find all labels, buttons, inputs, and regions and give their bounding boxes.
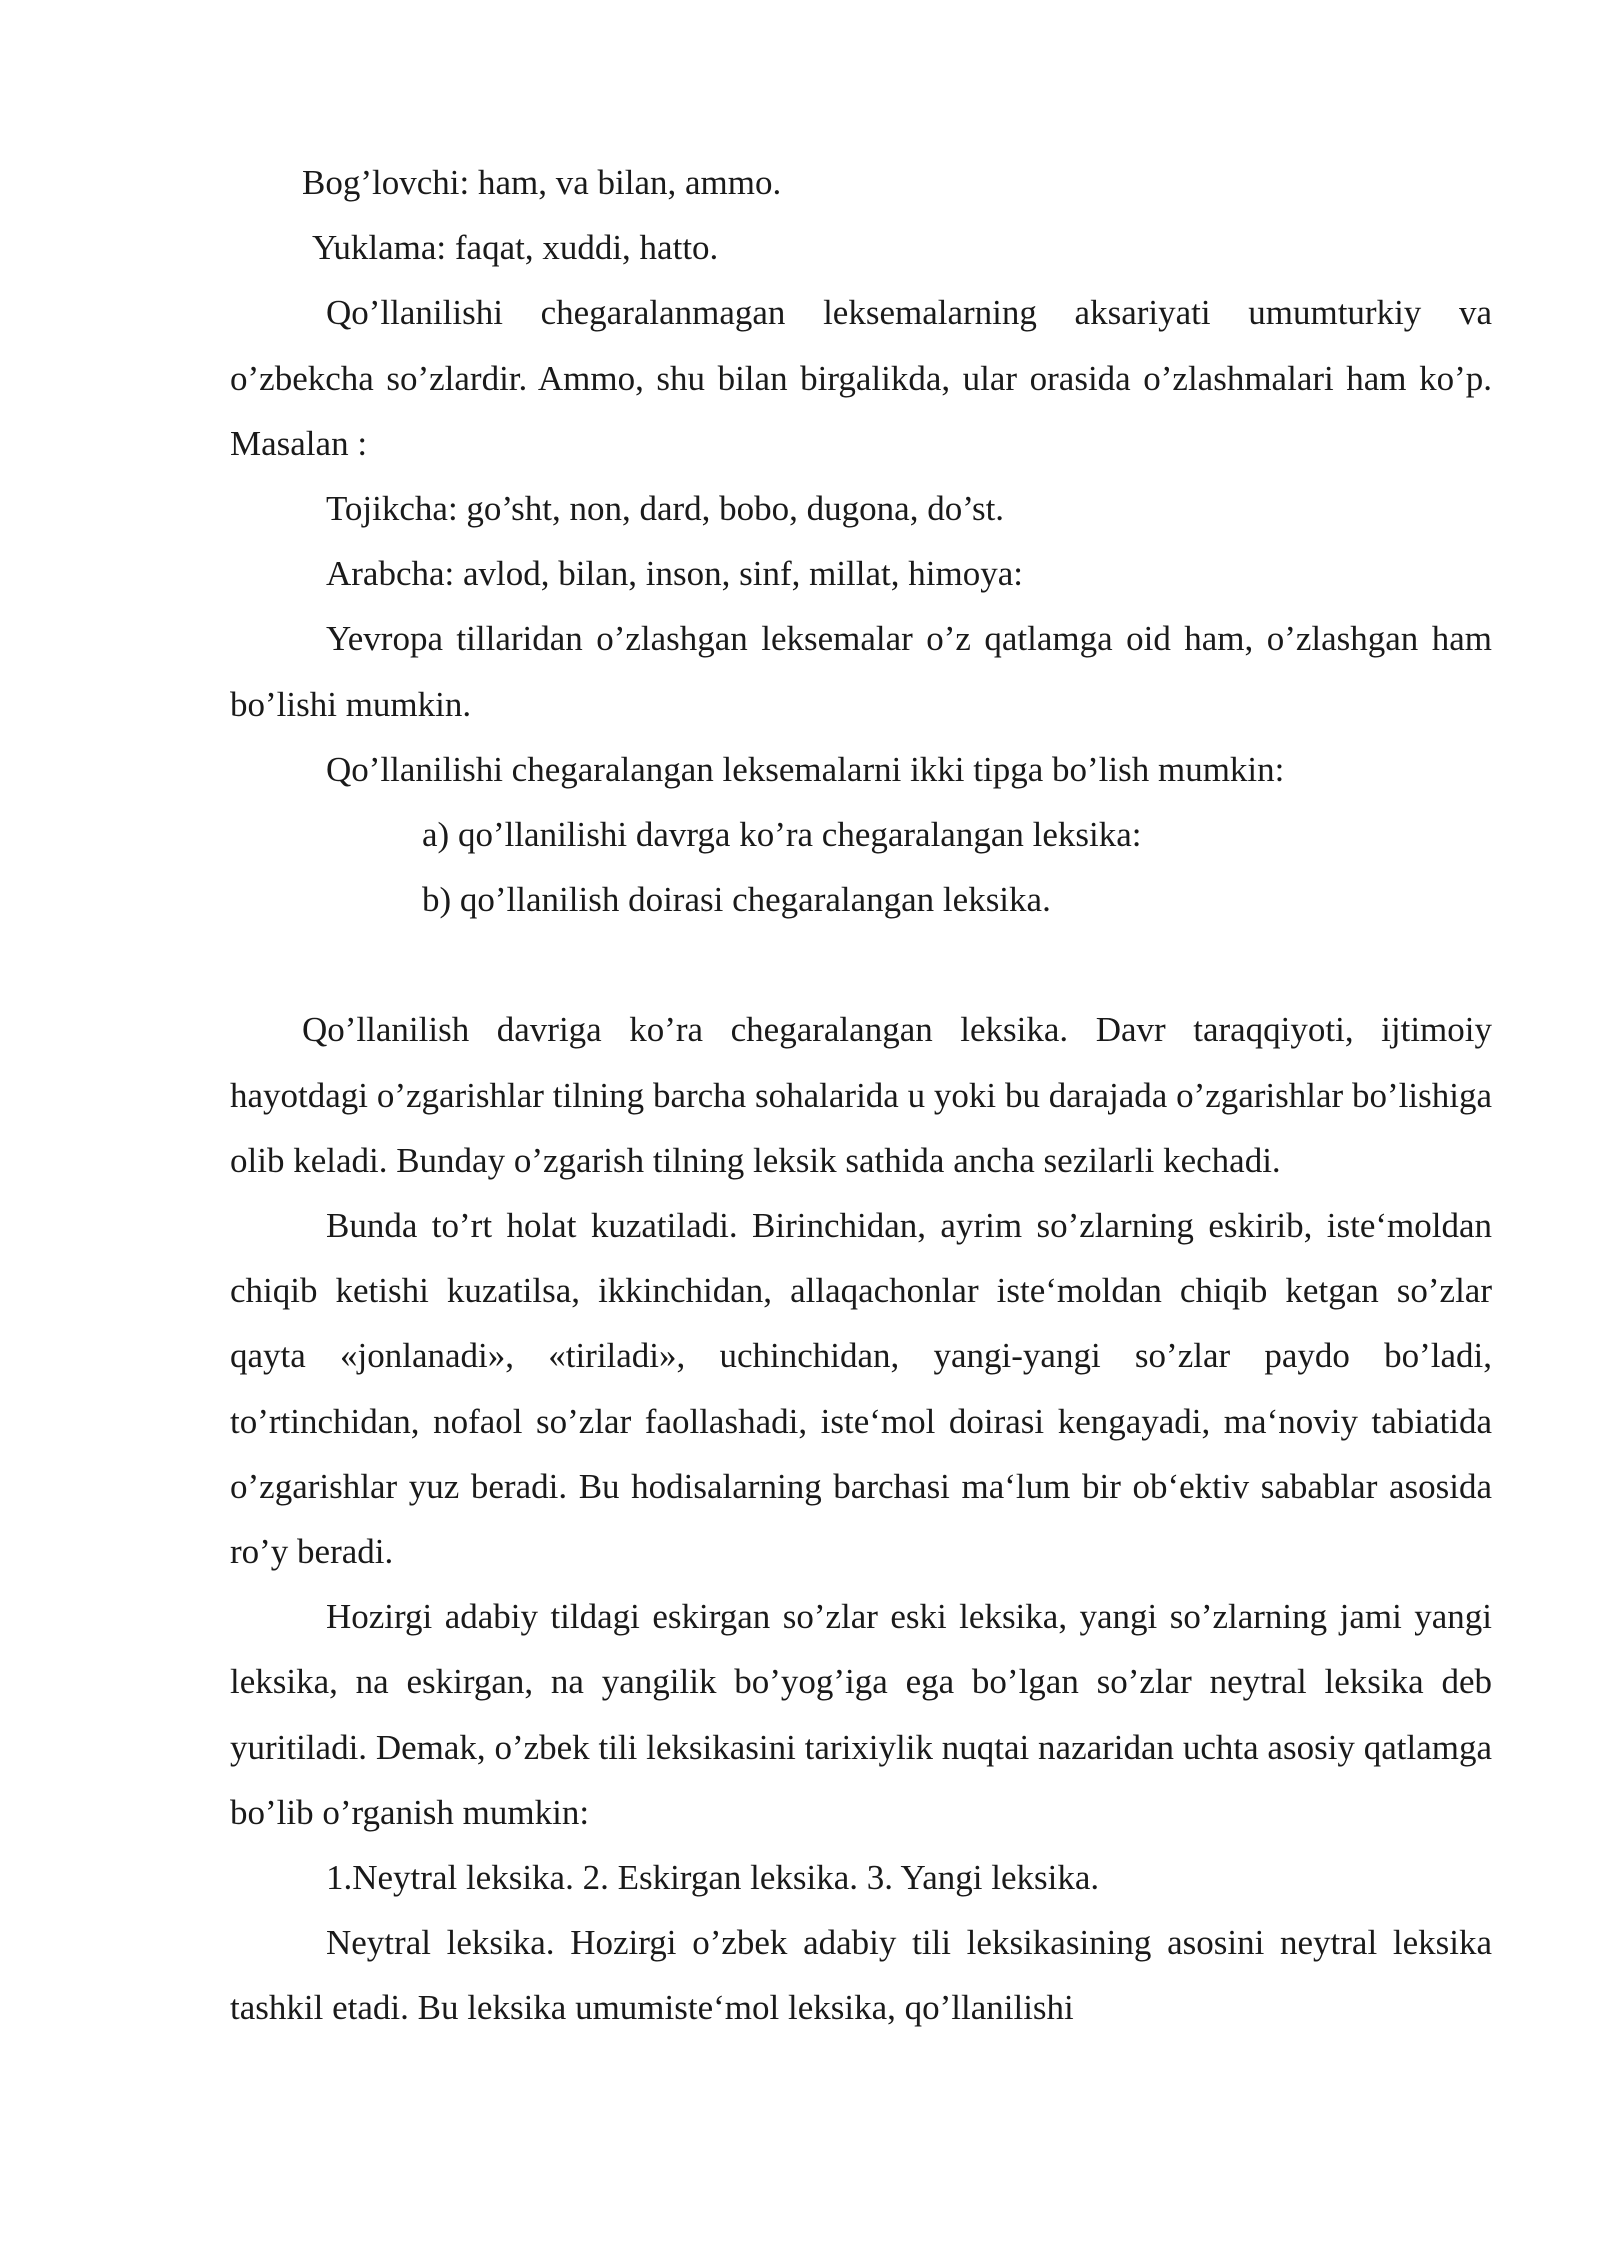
paragraph-arabcha: Arabcha: avlod, bilan, inson, sinf, millat, himoya:	[326, 554, 1023, 594]
paragraph-neytral-leksika: Neytral leksika. Hozirgi o’zbek adabiy tili leksikasining asosini neytral leksika tashkil etadi. Bu leksika umumiste‘mol leksika, qo’llanilishi	[230, 1923, 1492, 2028]
paragraph-yevropa: Yevropa tillaridan o’zlashgan leksemalar o’z qatlamga oid ham, o’zlashgan ham bo’lishi mumkin.	[230, 619, 1492, 724]
paragraph-qollanilishi-chegaralanmagan: Qo’llanilishi chegaralanmagan leksemalarning aksariyati umumturkiy va o’zbekcha so’zlardir. Ammo, shu bilan birgalikda, ular orasida o’zlashmalari ham ko’p. Masalan :	[230, 293, 1492, 463]
paragraph-spacer	[230, 932, 1492, 997]
paragraph-ikki-tip: Qo’llanilishi chegaralangan leksemalarni ikki tipga bo’lish mumkin:	[326, 749, 1285, 789]
document-text	[230, 150, 1492, 2041]
paragraph-boglovchi: Bog’lovchi: ham, va bilan, ammo.	[302, 163, 782, 202]
list-item-a: a) qo’llanilishi davrga ko’ra chegaralangan leksika:	[422, 815, 1142, 855]
paragraph-tort-holat: Bunda to’rt holat kuzatiladi. Birinchidan, ayrim so’zlarning eskirib, iste‘moldan chiqib ketishi kuzatilsa, ikkinchidan, allaqachonlar iste‘moldan chiqib ketgan so’zlar qayta «jonlanadi», «tiriladi», uchinchidan, yangi-yangi so’zlar paydo bo’ladi, to’rtinchidan, nofaol so’zlar faollashadi, iste‘mol doirasi kengayadi, ma‘noviy tabiatida o’zgarishlar yuz beradi. Bu hodisalarning barchasi ma‘lum bir ob‘ektiv sabablar asosida ro’y beradi.	[230, 1206, 1492, 1572]
paragraph-yuklama: Yuklama: faqat, xuddi, hatto.	[312, 228, 719, 268]
paragraph-qatlamlar: 1.Neytral leksika. 2. Eskirgan leksika. 3. Yangi leksika.	[326, 1858, 1100, 1898]
paragraph-davr: Qo’llanilish davriga ko’ra chegaralangan leksika. Davr taraqqiyoti, ijtimoiy hayotdagi o’zgarishlar tilning barcha sohalarida u yoki bu darajada o’zgarishlar bo’lishiga olib keladi. Bunday o’zgarish tilning leksik sathida ancha sezilarli kechadi.	[230, 1010, 1492, 1180]
paragraph-hozirgi: Hozirgi adabiy tildagi eskirgan so’zlar eski leksika, yangi so’zlarning jami yangi leksika, na eskirgan, na yangilik bo’yog’iga ega bo’lgan so’zlar neytral leksika deb yuritiladi. Demak, o’zbek tili leksikasini tarixiylik nuqtai nazaridan uchta asosiy qatlamga bo’lib o’rganish mumkin:	[230, 1597, 1492, 1832]
list-item-b: b) qo’llanilish doirasi chegaralangan leksika.	[422, 880, 1051, 920]
paragraph-tojikcha: Tojikcha: go’sht, non, dard, bobo, dugona, do’st.	[326, 489, 1005, 529]
